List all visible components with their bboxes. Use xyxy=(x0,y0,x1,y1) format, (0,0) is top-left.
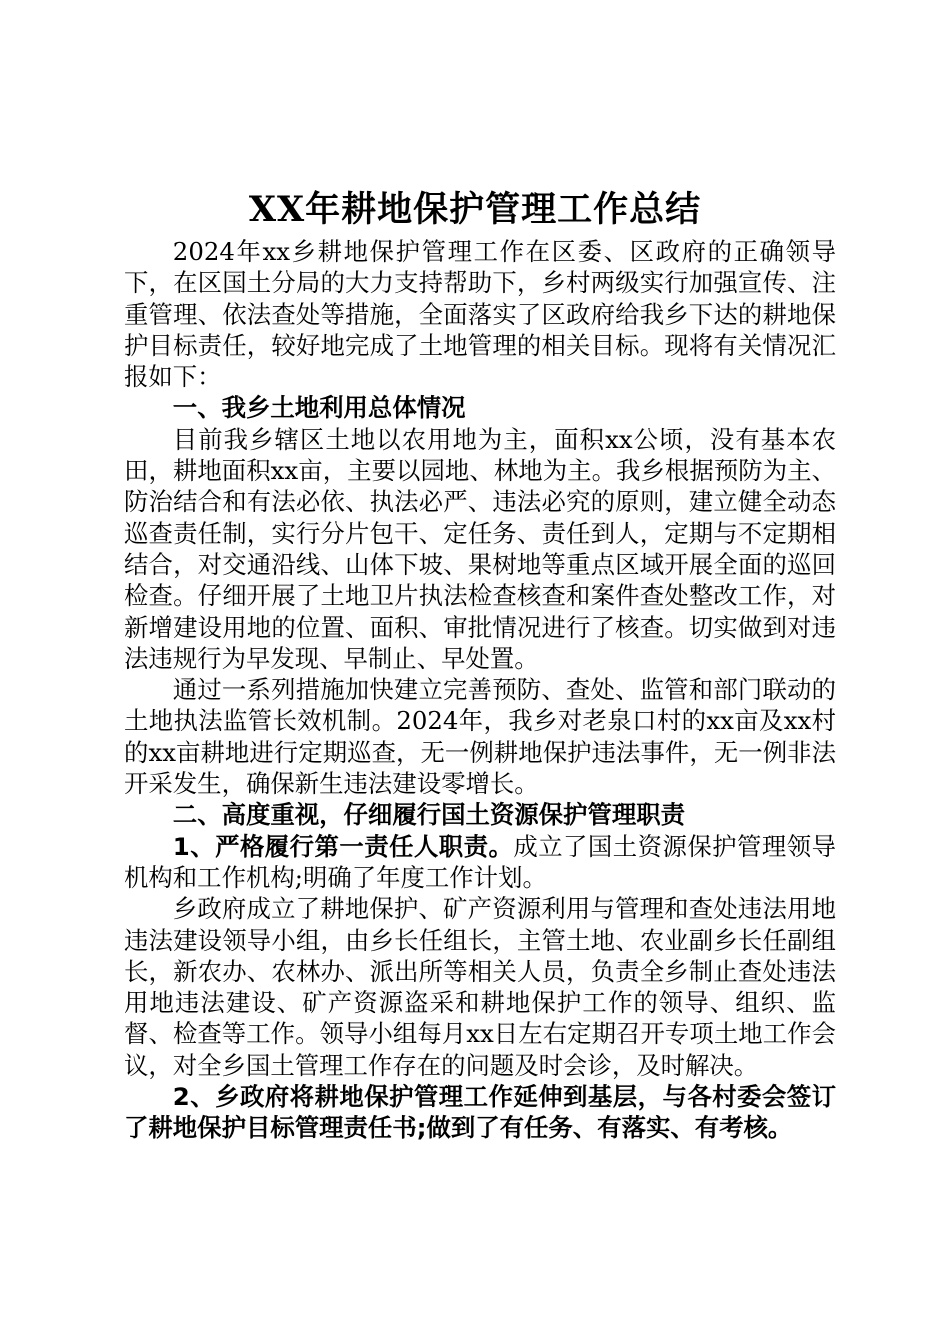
body-paragraph: 乡政府成立了耕地保护、矿产资源利用与管理和查处违法用地违法建设领导小组，由乡长任组长，主管土地、农业副乡长任副组长，新农办、农林办、派出所等相关人员，负责全乡制止查处违法用地违法建设、矿产资源盗采和耕地保护工作的领导、组织、监督、检查等工作。领导小组每月xx日左右定期召开专项土地工作会议，对全乡国土管理工作存在的问题及时会诊，及时解决。 xyxy=(124,894,836,1080)
item-paragraph-2: 2、乡政府将耕地保护管理工作延伸到基层，与各村委会签订了耕地保护目标管理责任书;做到了有任务、有落实、有考核。 xyxy=(124,1082,836,1143)
body-paragraph: 目前我乡辖区土地以农用地为主，面积xx公顷，没有基本农田，耕地面积xx亩，主要以园地、林地为主。我乡根据预防为主、防治结合和有法必依、执法必严、违法必究的原则，建立健全动态巡查责任制，实行分片包干、定任务、责任到人，定期与不定期相结合，对交通沿线、山体下坡、果树地等重点区域开展全面的巡回检查。仔细开展了土地卫片执法检查核查和案件查处整改工作，对新增建设用地的位置、面积、审批情况进行了核查。切实做到对违法违规行为早发现、早制止、早处置。 xyxy=(124,424,836,673)
item-text-1: 成立了国土资源保护管理领导机构和工作机构;明确了年度工作计划。 xyxy=(124,831,836,892)
item-paragraph-1 xyxy=(124,831,836,894)
intro-paragraph: 2024年xx乡耕地保护管理工作在区委、区政府的正确领导下，在区国土分局的大力支持帮助下，乡村两级实行加强宣传、注重管理、依法查处等措施，全面落实了区政府给我乡下达的耕地保护目标责任，较好地完成了土地管理的相关目标。现将有关情况汇报如下： xyxy=(124,237,836,392)
section-heading-1: 一、我乡土地利用总体情况 xyxy=(172,393,466,423)
document-title: XX年耕地保护管理工作总结 xyxy=(248,189,702,230)
body-paragraph: 通过一系列措施加快建立完善预防、查处、监管和部门联动的土地执法监管长效机制。2024年，我乡对老泉口村的xx亩及xx村的xx亩耕地进行定期巡查，无一例耕地保护违法事件，无一例非法开采发生，确保新生违法建设零增长。 xyxy=(124,675,836,799)
item-lead-1: 1、严格履行第一责任人职责。 xyxy=(172,831,514,861)
section-heading-2: 二、高度重视，仔细履行国土资源保护管理职责 xyxy=(172,800,686,830)
document-body xyxy=(124,236,836,1144)
